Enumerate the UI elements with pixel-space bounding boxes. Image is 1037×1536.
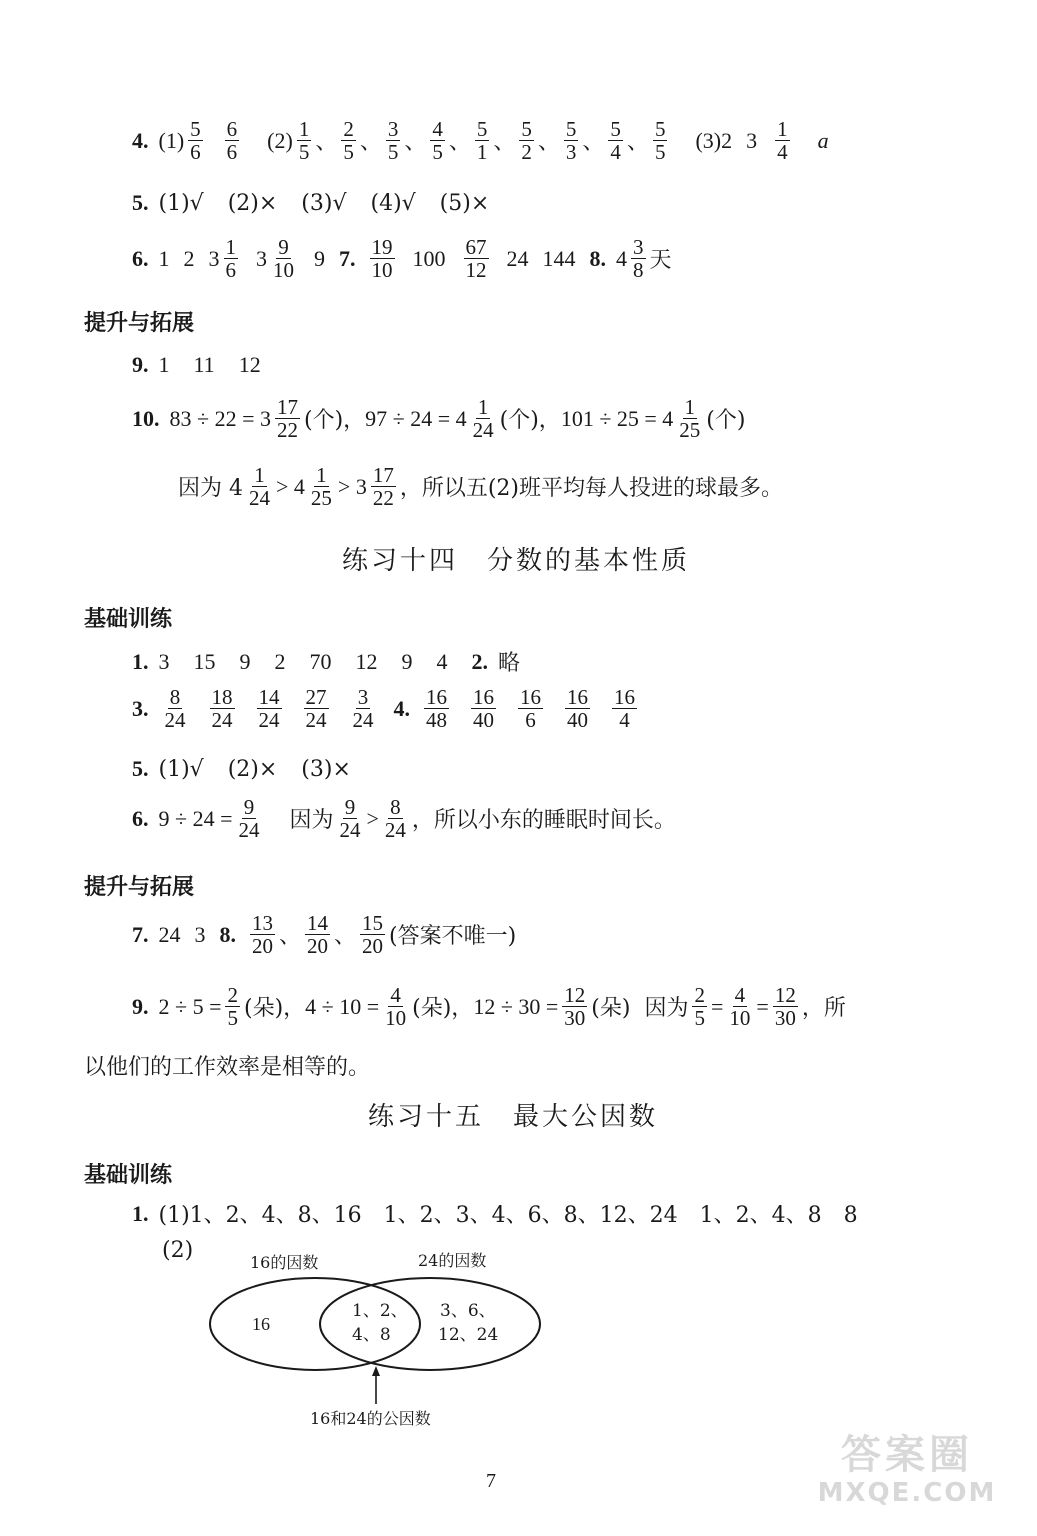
fraction: $\frac{8}{24}$ [164,685,186,733]
p14-q9-line-2: 以他们的工作效率是相等的。 [84,1055,371,1080]
fraction: $\frac{4}{5}$ [432,117,443,165]
fraction: $\frac{5}{4}$ [610,117,621,165]
answer-item: (3)√ [301,190,347,216]
fraction: $\frac{6}{6}$ [226,117,238,165]
p15-q1-part2: (2) [162,1238,194,1263]
venn-right-2: 12、24 [438,1325,499,1345]
fraction: $\frac{3}{8}$ [633,235,644,283]
fraction: $\frac{17}{22}$ [276,395,298,443]
fraction: $\frac{5}{3}$ [565,117,577,165]
fraction: $\frac{27}{24}$ [305,685,327,733]
q4-fraction-list: $\frac{1}{5}$ 、 $\frac{2}{5}$ 、 $\frac{3}{5}$ 、 $\frac{4}{5}$ 、 $\frac{5}{1}$ 、 $\frac{5}{2}$ 、 $\frac{5}{3}$ 、 $\frac{5}{4}$ 、 $\frac{5}{5}$ [298,117,666,165]
fraction: $\frac{67}{12}$ [465,235,487,283]
fraction: $\frac{14}{20}$ [307,911,329,959]
fraction: $\frac{2}{5}$ [694,983,705,1031]
fraction: $\frac{1}{24}$ [249,463,270,511]
fraction: $\frac{1}{25}$ [310,463,332,511]
fraction: $\frac{16}{40}$ [473,685,494,733]
fraction: $\frac{16}{6}$ [520,685,541,733]
venn-right-circle [320,1278,540,1370]
venn-left-label: 16的因数 [250,1253,319,1272]
fraction: $\frac{9}{24}$ [339,795,361,843]
fraction: $\frac{18}{24}$ [211,685,233,733]
q10-line: 10. 83 ÷ 22 = 3 $\frac{17}{22}$ (个)， 97 ÷ 24 = 4 $\frac{1}{24}$ (个)， 101 ÷ 25 = 4 $\frac{1}{25}$ (个) [132,395,746,443]
fraction: $\frac{5}{6}$ [190,117,201,165]
p14-q5-line: 5. (1)√ (2)× (3)× [132,756,351,782]
fraction: $\frac{16}{4}$ [614,685,635,733]
q5-answers [159,191,490,216]
venn-right-1: 3、6、 [440,1301,496,1321]
venn-arrow-head [372,1366,380,1376]
venn-left-only: 16 [252,1314,270,1334]
fraction: $\frac{5}{2}$ [521,117,532,165]
answer-item: (5)× [439,190,490,216]
fraction: $\frac{16}{40}$ [567,685,588,733]
exercise-14-title: 练习十四 分数的基本性质 [342,546,691,576]
fraction: $\frac{5}{1}$ [476,117,488,165]
p14-q9-line: 9. 2 ÷ 5 = $\frac{2}{5}$ (朵)， 4 ÷ 10 = $\frac{4}{10}$ (朵)， 12 ÷ 30 = $\frac{12}{30}$ (朵) 因为 $\frac{2}{5}$ = $\frac{4}{10}$ = $\frac{12}{30}$ ，所 [132,983,846,1031]
answer-item: (2)× [227,756,278,782]
p14-q6-line: 6. 9 ÷ 24 = $\frac{9}{24}$ 因为 $\frac{9}{24}$ > $\frac{8}{24}$ ，所以小东的睡眠时间长。 [132,795,676,843]
answer-item: (1)√ [158,756,204,782]
fraction: $\frac{9}{10}$ [273,235,294,283]
q5-line: 5. (1)√ (2)× (3)√ (4)√ (5)× [132,190,490,216]
fraction: $\frac{4}{10}$ [729,983,751,1031]
venn-common-2: 4、8 [352,1325,391,1345]
section-heading-extension-2: 提升与拓展 [84,875,195,900]
q10-reason-line: 因为 4 $\frac{1}{24}$ > 4 $\frac{1}{25}$ > 3 $\frac{17}{22}$ ，所以五(2)班平均每人投进的球最多。 [178,463,784,511]
section-heading-basic: 基础训练 [84,607,173,632]
venn-common-1: 1、2、 [352,1301,408,1321]
p14-q7-line: 7. 24 3 8. $\frac{13}{20}$ 、 $\frac{14}{20}$ 、 $\frac{15}{20}$ (答案不唯一) [132,911,517,959]
p14-q1-line: 1. 3 15 9 2 70 12 9 4 2. 略 [132,648,521,676]
fraction: $\frac{12}{30}$ [564,983,586,1031]
venn-right-label: 24的因数 [418,1251,487,1270]
fraction: $\frac{14}{24}$ [258,685,280,733]
fraction: $\frac{16}{48}$ [426,685,447,733]
fraction: $\frac{2}{5}$ [343,117,354,165]
p14-q4-fractions [420,686,641,731]
fraction: $\frac{15}{20}$ [362,911,384,959]
p14-q5-answers [159,757,351,782]
fraction: $\frac{3}{5}$ [387,117,399,165]
p15-q1-line: 1. (1)1、2、4、8、16 1、2、3、4、6、8、12、24 1、2、4、8 8 [132,1200,858,1228]
q4-number: 4. [132,127,149,153]
p14-q3-fractions [159,686,380,731]
fraction: $\frac{2}{5}$ [227,983,238,1031]
exercise-15-title: 练习十五 最大公因数 [368,1102,659,1132]
section-heading-extension: 提升与拓展 [84,311,195,336]
variable-a: a [817,127,829,153]
venn-diagram [200,1244,560,1444]
fraction: $\frac{1}{6}$ [225,235,236,283]
answer-item: (4)√ [370,190,416,216]
fraction: $\frac{1}{24}$ [472,395,494,443]
answer-item: (1)√ [158,190,204,216]
page-number: 7 [486,1470,496,1492]
q6-q8-line: 6. 1 2 3 $\frac{1}{6}$ 3 $\frac{9}{10}$ 9 7. $\frac{19}{10}$ 100 $\frac{67}{12}$ 24 144 8. 4 $\frac{3}{8}$ 天 [132,235,672,283]
fraction: $\frac{17}{22}$ [372,463,394,511]
fraction: $\frac{19}{10}$ [371,235,393,283]
fraction: $\frac{1}{4}$ [777,117,788,165]
fraction: $\frac{3}{24}$ [352,685,374,733]
p14-q3-line: 3. $\frac{8}{24}$ $\frac{18}{24}$ $\frac{14}{24}$ $\frac{27}{24}$ $\frac{3}{24}$ 4. $\frac{16}{48}$ $\frac{16}{40}$ $\frac{16}{6}$ $\frac{16}{40}$ $\frac{16}{4}$ [132,686,641,731]
p14-q1-values: 3 15 9 2 70 12 9 4 [158,648,448,674]
fraction: $\frac{1}{25}$ [679,395,701,443]
fraction: $\frac{5}{5}$ [654,117,666,165]
fraction: $\frac{12}{30}$ [774,983,796,1031]
fraction: $\frac{8}{24}$ [384,795,406,843]
venn-left-circle [210,1278,420,1370]
fraction: $\frac{4}{10}$ [385,983,407,1031]
fraction: $\frac{1}{5}$ [298,117,310,165]
section-heading-basic-2: 基础训练 [84,1163,173,1188]
answer-item: (3)× [301,756,351,782]
venn-bottom-label: 16和24的公因数 [310,1409,431,1428]
q4-line: 4. (1) $\frac{5}{6}$ $\frac{6}{6}$ (2) $\frac{1}{5}$ 、 $\frac{2}{5}$ 、 $\frac{3}{5}$ 、 $\frac{4}{5}$ 、 $\frac{5}{1}$ 、 $\frac{5}{2}$ 、 $\frac{5}{3}$ 、 $\frac{5}{4}$ 、 $\frac{5}{5}$ (3)2 3 $\frac{1}{4}$ a [132,117,829,165]
watermark-logo: 答案圈 MXQE.COM [817,1432,997,1508]
q9-line: 9. 1 11 12 [132,352,261,377]
fraction: $\frac{13}{20}$ [252,911,273,959]
answer-item: (2)× [227,190,278,216]
fraction: $\frac{9}{24}$ [238,795,260,843]
